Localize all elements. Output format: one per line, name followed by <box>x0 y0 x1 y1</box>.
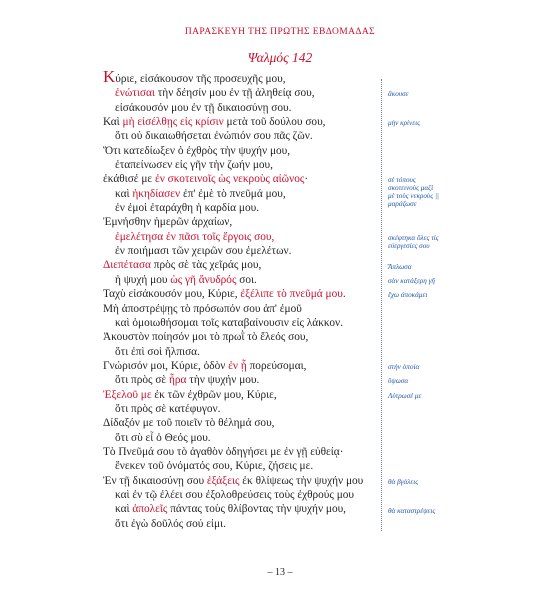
verse-text: Ἐν τῇ δικαιοσύνῃ σου <box>103 474 207 487</box>
margin-note: θὰ καταστρέψεις <box>388 506 436 515</box>
verse-line <box>103 316 368 330</box>
verse-text: τὴν δέησίν μου ἐν τῇ ἀληθείᾳ σου, <box>154 87 315 100</box>
verse-text: ἐκάθισέ με <box>103 173 155 186</box>
verse-line <box>103 431 368 445</box>
verse-text: εἰσάκουσόν μου ἐν τῇ δικαιοσύνῃ σου. <box>115 101 292 114</box>
verse-line <box>103 287 368 301</box>
verse-line <box>103 402 368 416</box>
verse-line <box>103 201 368 215</box>
verse-text: πορεύσομαι, <box>246 359 307 372</box>
verse-line <box>103 459 368 473</box>
highlighted-word: Διεπέτασα <box>103 259 151 272</box>
verse-text: ἐκ θλίψεως τὴν ψυχήν μου <box>239 474 364 487</box>
highlighted-word: ἐξέλιπε τὸ πνεῦμά μου <box>240 288 343 301</box>
verse-text: μετὰ τοῦ δούλου σου, <box>223 116 326 129</box>
verse-text: καὶ <box>115 503 133 516</box>
verse-text: Ταχὺ εἰσάκουσόν μου, Κύριε, <box>103 288 241 301</box>
verse-text: καὶ <box>115 187 133 200</box>
verse-text: Γνώρισόν μοι, Κύριε, ὁδὸν <box>103 359 229 372</box>
verse-line <box>103 144 368 158</box>
verse-line <box>103 388 368 402</box>
margin-divider <box>381 79 382 531</box>
highlighted-word: μὴ εἰσέλθῃς εἰς κρίσιν <box>122 116 224 129</box>
margin-note: μαράζωσε <box>388 200 417 209</box>
verse-line <box>103 115 368 129</box>
verse-text: σοι. <box>236 273 257 286</box>
verse-text: Ὅτι κατεδίωξεν ὁ ἐχθρὸς τὴν ψυχήν μου, <box>103 144 291 157</box>
margin-note: στὴν ὁποία <box>388 363 420 371</box>
highlighted-word: ἐν ᾗ <box>228 359 247 372</box>
verse-text: τὴν ψυχήν μου. <box>186 374 260 387</box>
verse-text: πάντας τοὺς θλίβοντας τὴν ψυχήν μου, <box>167 503 347 516</box>
margin-note: Ἅπλωσα <box>388 262 412 271</box>
margin-note: Λύτρωσέ με <box>388 391 422 400</box>
verse-line <box>103 158 368 172</box>
margin-note: σὰν κατάξερη γῆ <box>388 276 435 285</box>
verse-text: Ἐμνήσθην ἡμερῶν ἀρχαίων, <box>103 216 233 229</box>
margin-note: θὰ βγάλεις <box>388 477 419 486</box>
verse-text: πρὸς σὲ τὰς χεῖράς μου, <box>150 259 262 272</box>
verse-line <box>103 502 368 516</box>
highlighted-word: ἐνώτισαι <box>115 87 155 100</box>
verse-text: Καὶ <box>103 116 123 129</box>
verse-text: ἐκ τῶν ἐχθρῶν μου, Κύριε, <box>151 388 277 401</box>
verse-line <box>103 67 368 86</box>
margin-note: ἔχω ἀποκάμει <box>388 291 428 300</box>
verse-text: ἕνεκεν τοῦ ὀνόματός σου, Κύριε, ζήσεις με. <box>115 460 314 473</box>
verse-line <box>103 187 368 201</box>
verse-text: Ἀκουστὸν ποίησόν μοι τὸ πρωῒ τὸ ἔλεός σου, <box>103 331 309 344</box>
margin-note: σκέφτηκα ὅλες τὶς <box>388 233 439 242</box>
highlighted-word: Ἐξελοῦ με <box>103 388 152 401</box>
verse-line <box>103 302 368 316</box>
verse-text: ὅτι σὺ εἶ ὁ Θεός μου. <box>115 431 211 444</box>
margin-note: σκοτεινοὺς μαζὶ <box>388 184 434 193</box>
verse-line <box>103 258 368 272</box>
verse-line <box>103 517 368 531</box>
verse-line <box>103 359 368 373</box>
highlighted-word: ἐμελέτησα ἐν πᾶσι τοῖς ἔργοις σου, <box>115 230 275 243</box>
verse-line <box>103 330 368 344</box>
verse-text: ἐπ' ἐμὲ τὸ πνεῦμά μου, <box>180 187 286 200</box>
verse-line <box>103 345 368 359</box>
verse-line <box>103 445 368 459</box>
psalm-text <box>103 67 368 531</box>
page-number: – 13 – <box>267 567 293 578</box>
highlighted-word: ἦρα <box>169 374 187 387</box>
verse-line <box>103 101 368 115</box>
verse-text: ἐν ποιήμασι τῶν χειρῶν σου ἐμελέτων. <box>115 245 292 258</box>
verse-text: καὶ ὁμοιωθήσομαι τοῖς καταβαίνουσιν εἰς λάκκον. <box>115 316 343 329</box>
verse-text: ἡ ψυχή μου <box>115 273 171 286</box>
margin-note: ὕψωσα <box>388 377 409 386</box>
margin-note: μὴν κρίνεις <box>388 119 420 128</box>
verse-line <box>103 129 368 143</box>
verse-line <box>103 273 368 287</box>
verse-text: ὅτι πρὸς σὲ κατέφυγον. <box>115 402 221 415</box>
margin-note: μὲ τοὺς νεκροὺς || <box>388 192 439 201</box>
verse-text: · <box>304 173 309 186</box>
verse-text: ύριε, εἰσάκουσον τῆς προσευχῆς μου, <box>115 73 286 85</box>
verse-text: Τὸ Πνεῦμά σου τὸ ἀγαθὸν ὁδηγήσει με ἐν γῇ εὐθείᾳ· <box>103 445 344 458</box>
highlighted-word: ὡς γῆ ἄνυδρός <box>170 273 237 286</box>
verse-text: ὅτι οὐ δικαιωθήσεται ἐνώπιόν σου πᾶς ζῶν. <box>115 130 313 143</box>
verse-text: καὶ ἐν τῷ ἐλέει σου ἐξολοθρεύσεις τοὺς ἐχθρούς μου <box>115 488 354 501</box>
page-header: ΠΑΡΑΣΚΕΥΗ ΤΗΣ ΠΡΩΤΗΣ ΕΒΔΟΜΑΔΑΣ <box>184 27 376 37</box>
verse-text: ἐν ἐμοὶ ἐταράχθη ἡ καρδία μου. <box>115 202 260 215</box>
verse-text: . <box>342 288 346 301</box>
psalm-title: Ψαλμός 142 <box>247 50 313 65</box>
verse-line <box>103 488 368 502</box>
verse-line <box>103 244 368 258</box>
verse-text: Δίδαξόν με τοῦ ποιεῖν τὸ θέλημά σου, <box>103 417 275 430</box>
verse-line <box>103 172 368 186</box>
verse-text: Μὴ ἀποστρέψῃς τὸ πρόσωπόν σου ἀπ' ἐμοῦ <box>103 302 302 315</box>
margin-note: εὐεργεσίες σου <box>388 241 430 250</box>
margin-note: σὲ τόπους <box>388 176 416 185</box>
verse-line <box>103 416 368 430</box>
highlighted-word: ἀπολεῖς <box>132 503 168 516</box>
highlighted-word: ἐξάξεις <box>206 474 240 487</box>
verse-text: ὅτι ἐπὶ σοὶ ἤλπισα. <box>115 345 200 358</box>
verse-text: ὅτι πρὸς σὲ <box>115 374 169 387</box>
highlighted-word: ἠκηδίασεν <box>132 187 181 200</box>
highlighted-word: ἐν σκοτεινοῖς ὡς νεκροὺς αἰῶνος <box>155 173 305 186</box>
verse-line <box>103 474 368 488</box>
verse-text: ὅτι ἐγὼ δοῦλός σού εἰμι. <box>115 517 226 530</box>
verse-line <box>103 215 368 229</box>
verse-line <box>103 86 368 100</box>
highlighted-word: Κ <box>103 67 116 86</box>
verse-text: ἐταπείνωσεν εἰς γῆν τὴν ζωήν μου, <box>115 159 273 172</box>
verse-line <box>103 373 368 387</box>
margin-note: ἄκουσε <box>388 90 409 99</box>
verse-line <box>103 230 368 244</box>
